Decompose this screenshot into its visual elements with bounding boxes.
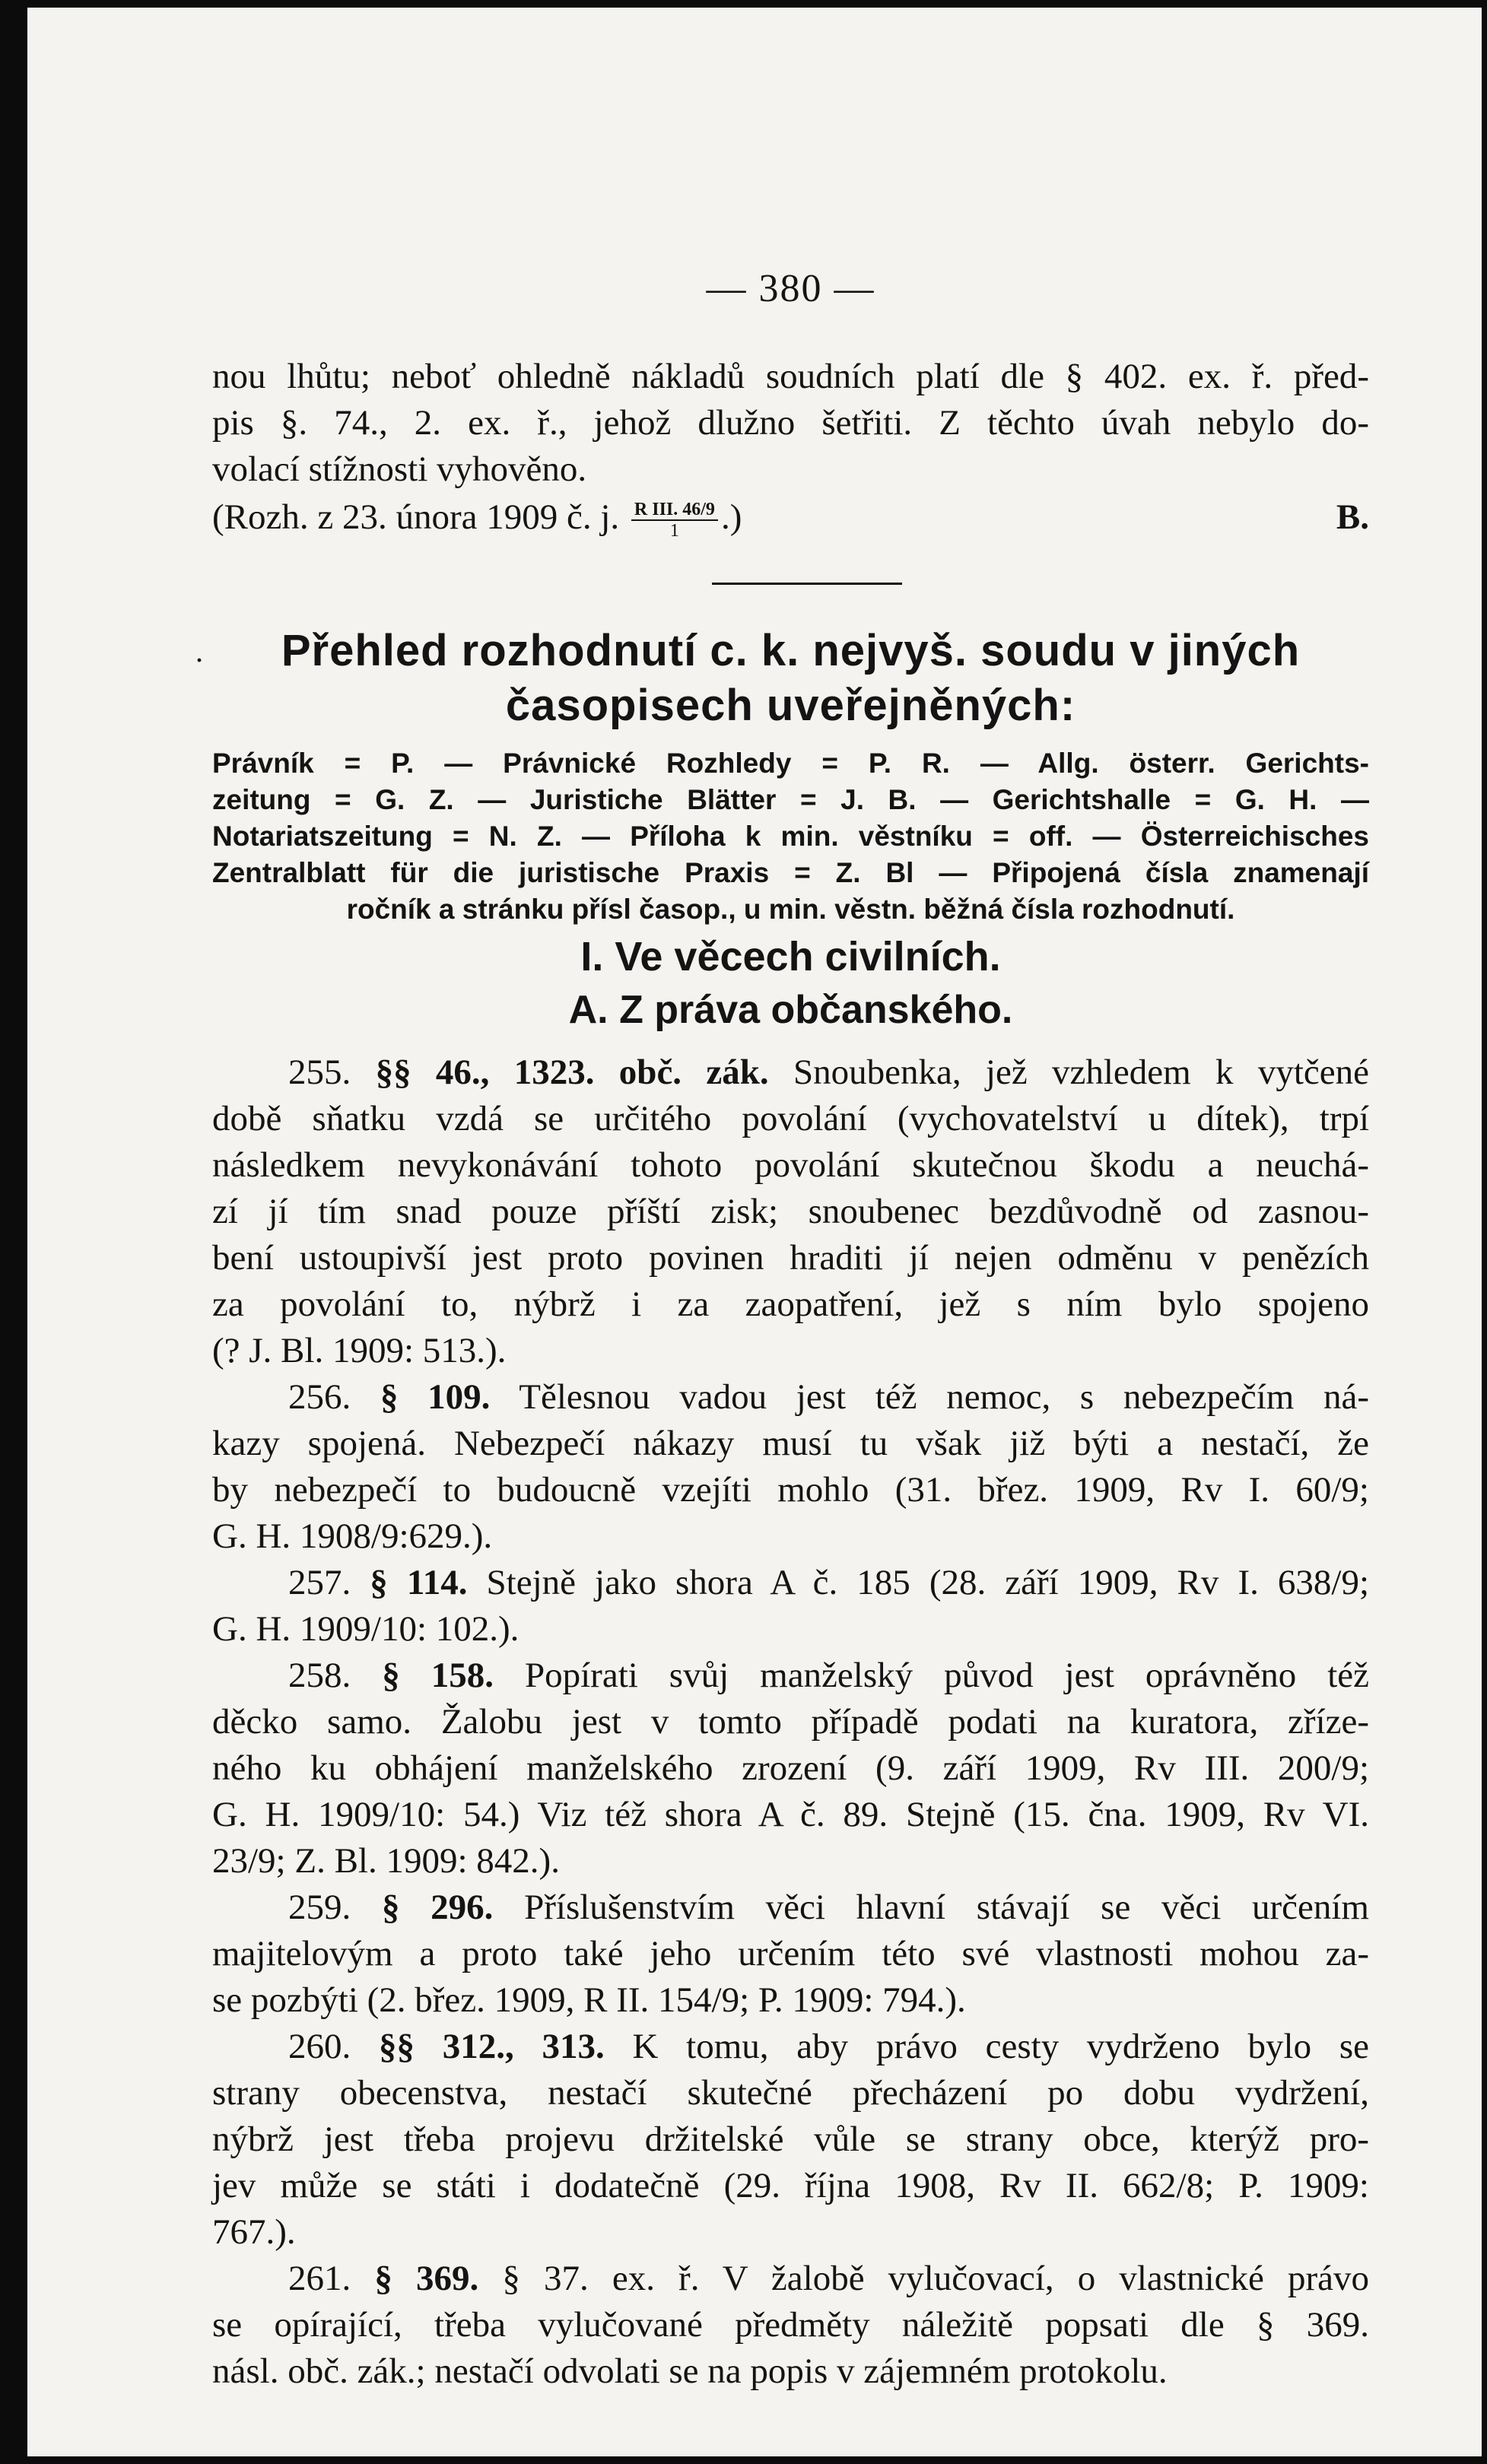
case-line [212,1049,1369,1096]
case-line [212,1885,1369,1931]
case-line: strany obecenstva, nestačí skutečné přecházení po dobu vydržení, [212,2073,1369,2113]
intro-line: nou lhůtu; neboť ohledně nákladů soudních platí dle § 402. ex. ř. před- [212,357,1369,396]
overview-heading [212,624,1369,733]
case-line: době sňatku vzdá se určitého povolání (vychovatelství u dítek), trpí [212,1099,1369,1138]
section-subtitle: A. Z práva občanského. [568,988,1013,1032]
case-line: G. H. 1909/10: 102.). [212,1609,519,1649]
case-number: 257. [288,1563,370,1602]
case-line: G. H. 1908/9:629.). [212,1516,493,1556]
abbreviation-line: zeitung = G. Z. — Juristiche Blätter = J. B. — Gerichtshalle = G. H. — [212,784,1369,815]
abbreviation-line: ročník a stránku přísl časop., u min. věstn. běžná čísla rozhodnutí. [346,894,1235,925]
fraction-numerator: R III. 46/9 [631,500,718,521]
case-entry [212,2256,1369,2395]
section-title: I. Ve věcech civilních. [580,934,1001,980]
overview-heading-line1: Přehled rozhodnutí c. k. nejvyš. soudu v jiných [281,626,1301,675]
decision-reference-suffix: .) [720,497,742,537]
separator-rule [712,583,902,585]
case-number: 259. [288,1888,382,1927]
case-line [212,1653,1369,1699]
overview-heading-line2: časopisech uveřejněných: [505,681,1076,730]
case-law-reference: § 114. [370,1563,468,1602]
case-line: násl. obč. zák.; nestačí odvolati se na popis v zájemném protokolu. [212,2351,1168,2391]
case-line: kazy spojená. Nebezpečí nákazy musí tu však již býti a nestačí, že [212,1424,1369,1463]
abbreviation-line: Právník = P. — Právnické Rozhledy = P. R. — Allg. österr. Gerichts- [212,748,1369,779]
case-number: 258. [288,1656,383,1695]
case-law-reference: § 296. [381,1888,494,1927]
case-text: Stejně jako shora A č. 185 (28. září 1909, Rv I. 638/9; [467,1563,1369,1602]
case-entry [212,1374,1369,1560]
case-line: (? J. Bl. 1909: 513.). [212,1331,507,1370]
case-line: G. H. 1909/10: 54.) Viz též shora A č. 89. Stejně (15. čna. 1909, Rv VI. [212,1795,1369,1834]
case-law-reference: § 158. [382,1656,494,1695]
intro-line: pis §. 74., 2. ex. ř., jehož dlužno šetřiti. Z těchto úvah nebylo do- [212,403,1369,443]
case-line [212,2024,1369,2070]
case-line: děcko samo. Žalobu jest v tomto případě podati na kuratora, zříze- [212,1702,1369,1742]
case-line: ného ku obhájení manželského zrození (9. září 1909, Rv III. 200/9; [212,1748,1369,1788]
decision-reference-prefix: (Rozh. z 23. února 1909 č. j. [212,497,620,537]
abbreviation-line: Zentralblatt für die juristische Praxis = Z. Bl — Připojená čísla znamenají [212,857,1369,888]
decision-reference [212,494,1369,541]
case-line: za povolání to, nýbrž i za zaopatření, jež s ním bylo spojeno [212,1284,1369,1324]
case-line: bení ustoupivší jest proto povinen hraditi jí nejen odměnu v penězích [212,1238,1369,1278]
case-list [212,1049,1369,2395]
case-text: Popírati svůj manželský původ jest oprávněno též [494,1656,1370,1695]
case-number: 260. [288,2027,379,2066]
margin-dot: · [195,648,204,673]
text-column [195,8,1370,2456]
case-law-reference: § 109. [380,1377,491,1417]
case-law-reference: § 369. [374,2259,479,2298]
case-number: 256. [288,1377,380,1417]
case-line: se opírající, třeba vylučované předměty náležitě popsati dle § 369. [212,2305,1369,2345]
case-entry [212,1560,1369,1653]
case-line: zí jí tím snad pouze příští zisk; snoubenec bezdůvodně od zasnou- [212,1192,1369,1231]
case-number: 261. [288,2259,375,2298]
case-line [212,2256,1369,2302]
page [27,8,1482,2456]
case-text: Tělesnou vadou jest též nemoc, s nebezpečím ná- [490,1377,1370,1417]
case-text: K tomu, aby právo cesty vydrženo bylo se [604,2027,1370,2066]
case-line: se pozbýti (2. břez. 1909, R II. 154/9; P. 1909: 794.). [212,1980,966,2020]
case-law-reference: §§ 312., 313. [379,2027,605,2066]
case-line: jev může se státi i dodatečně (29. října 1908, Rv II. 662/8; P. 1909: [212,2166,1369,2205]
intro-paragraph [212,354,1369,493]
case-entry [212,2024,1369,2256]
case-text: § 37. ex. ř. V žalobě vylučovací, o vlastnické právo [478,2259,1370,2298]
author-signature: B. [1336,497,1369,537]
case-line [212,1560,1369,1606]
case-line: nýbrž jest třeba projevu držitelské vůle se strany obce, kterýž pro- [212,2119,1369,2159]
case-line: následkem nevykonávání tohoto povolání skutečnou škodu a neuchá- [212,1145,1369,1185]
fraction-denominator: 1 [669,521,679,541]
intro-line: volací stížnosti vyhověno. [212,449,587,489]
case-law-reference: §§ 46., 1323. obč. zák. [375,1053,769,1092]
case-line: 23/9; Z. Bl. 1909: 842.). [212,1841,560,1881]
case-line: majitelovým a proto také jeho určením této své vlastnosti mohou za- [212,1934,1369,1973]
case-entry [212,1653,1369,1885]
case-entry [212,1049,1369,1374]
case-line [212,1374,1369,1421]
case-line: 767.). [212,2212,296,2252]
case-text: Snoubenka, jež vzhledem k vytčené [768,1053,1370,1092]
case-number: 255. [288,1053,376,1092]
case-text: Příslušenstvím věci hlavní stávají se věci určením [493,1888,1369,1927]
abbreviation-key [212,745,1369,928]
page-number: — 380 — [706,267,875,310]
case-entry [212,1885,1369,2024]
decision-reference-fraction [631,500,718,541]
case-line: by nebezpečí to budoucně vzejíti mohlo (31. břez. 1909, Rv I. 60/9; [212,1470,1369,1510]
abbreviation-line: Notariatszeitung = N. Z. — Příloha k min. věstníku = off. — Österreichisches [212,821,1369,852]
